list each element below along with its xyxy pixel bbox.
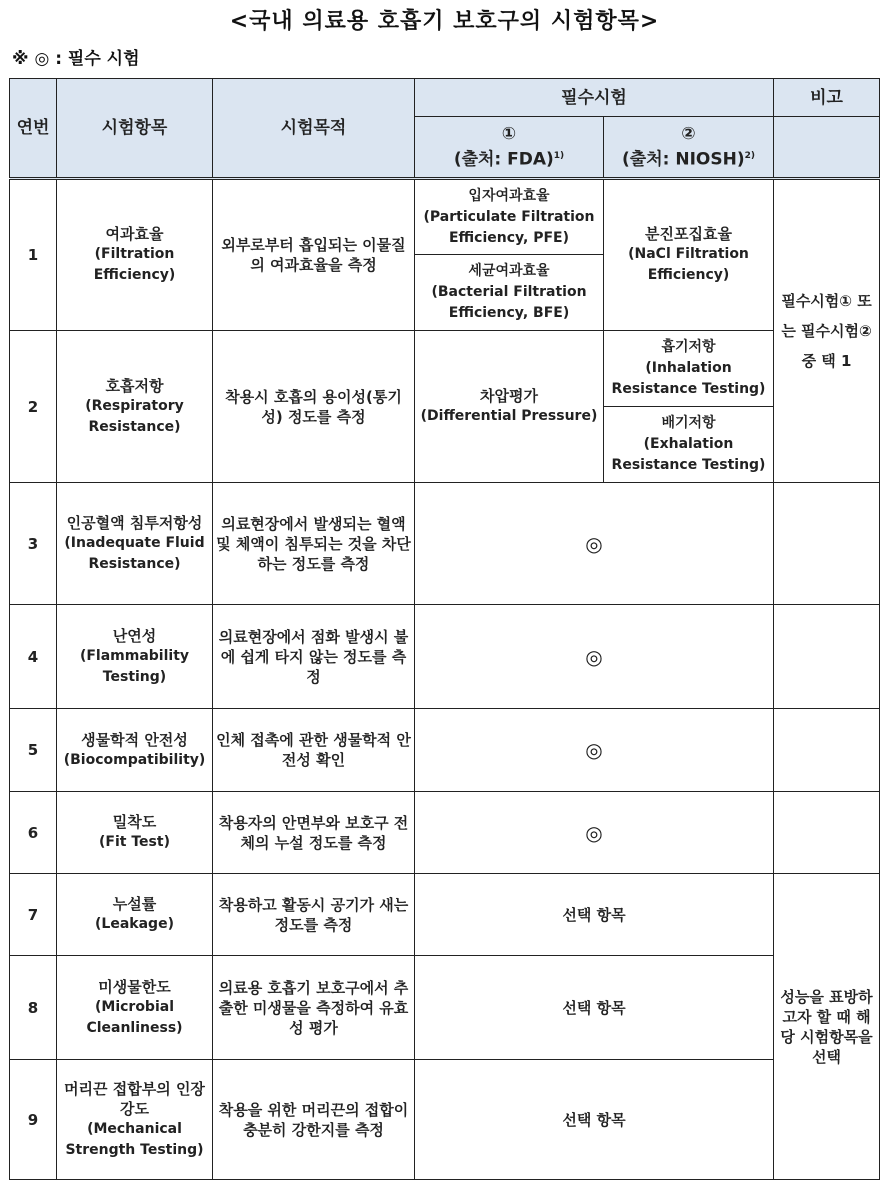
row2-fda: 차압평가 (Differential Pressure): [415, 331, 604, 483]
row7-purpose: 착용하고 활동시 공기가 새는 정도를 측정: [213, 874, 415, 956]
row9-item: 머리끈 접합부의 인장강도 (Mechanical Strength Testing): [57, 1060, 213, 1180]
row9-purpose: 착용을 위한 머리끈의 접합이 충분히 강한지를 측정: [213, 1060, 415, 1180]
row6-no: 6: [10, 792, 57, 874]
row2-niosh-exhalation: 배기저항 (Exhalation Resistance Testing): [604, 407, 774, 483]
row9-no: 9: [10, 1060, 57, 1180]
row5-no: 5: [10, 709, 57, 792]
header-purpose: 시험목적: [213, 79, 415, 179]
row4-required-mark: ◎: [415, 605, 774, 709]
row1-item: 여과효율 (Filtration Efficiency): [57, 179, 213, 331]
row2-item: 호흡저항 (Respiratory Resistance): [57, 331, 213, 483]
row3-required-mark: ◎: [415, 483, 774, 605]
header-required-niosh: ② (출처: NIOSH)$^{2)}$: [604, 117, 774, 179]
row6-item: 밀착도 (Fit Test): [57, 792, 213, 874]
row5-item: 생물학적 안전성 (Biocompatibility): [57, 709, 213, 792]
header-item: 시험항목: [57, 79, 213, 179]
row3-item: 인공혈액 침투저항성 (Inadequate Fluid Resistance): [57, 483, 213, 605]
row7-optional: 선택 항목: [415, 874, 774, 956]
row6-purpose: 착용자의 안면부와 보호구 전체의 누설 정도를 측정: [213, 792, 415, 874]
row9-optional: 선택 항목: [415, 1060, 774, 1180]
row1-purpose: 외부로부터 흡입되는 이물질의 여과효율을 측정: [213, 179, 415, 331]
legend-note: ※ ◎ : 필수 시험: [12, 49, 140, 69]
row1-no: 1: [10, 179, 57, 331]
row2-purpose: 착용시 호흡의 용이성(통기성) 정도를 측정: [213, 331, 415, 483]
row2-niosh-inhalation: 흡기저항 (Inhalation Resistance Testing): [604, 331, 774, 407]
document-title: <국내 의료용 호흡기 보호구의 시험항목>: [229, 9, 660, 34]
row7-no: 7: [10, 874, 57, 956]
row3-purpose: 의료현장에서 발생되는 혈액 및 체액이 침투되는 것을 차단하는 정도를 측정: [213, 483, 415, 605]
row2-no: 2: [10, 331, 57, 483]
row5-required-mark: ◎: [415, 709, 774, 792]
row1-fda-pfe: 입자여과효율 (Particulate Filtration Efficiency, PFE): [415, 179, 604, 255]
remark-bottom: 성능을 표방하고자 할 때 해당 시험항목을 선택: [774, 874, 880, 1180]
row8-no: 8: [10, 956, 57, 1060]
row6-remark: [774, 792, 880, 874]
row4-purpose: 의료현장에서 점화 발생시 불에 쉽게 타지 않는 정도를 측정: [213, 605, 415, 709]
row8-item: 미생물한도 (Microbial Cleanliness): [57, 956, 213, 1060]
header-required: 필수시험: [415, 79, 774, 117]
row8-optional: 선택 항목: [415, 956, 774, 1060]
row3-remark: [774, 483, 880, 605]
row3-no: 3: [10, 483, 57, 605]
row4-no: 4: [10, 605, 57, 709]
header-no: 연번: [10, 79, 57, 179]
header-required-fda: ① (출처: FDA)$^{1)}$: [415, 117, 604, 179]
row6-required-mark: ◎: [415, 792, 774, 874]
row8-purpose: 의료용 호흡기 보호구에서 추출한 미생물을 측정하여 유효성 평가: [213, 956, 415, 1060]
row5-remark: [774, 709, 880, 792]
test-items-table: [9, 78, 880, 1180]
row4-remark: [774, 605, 880, 709]
header-remark: 비고: [774, 79, 880, 117]
header-remark-blank: [774, 117, 880, 179]
row1-fda-bfe: 세균여과효율 (Bacterial Filtration Efficiency, BFE): [415, 255, 604, 331]
row1-niosh: 분진포집효율 (NaCl Filtration Efficiency): [604, 179, 774, 331]
remark-top: 필수시험① 또는 필수시험② 중 택 1: [774, 179, 880, 483]
row4-item: 난연성 (Flammability Testing): [57, 605, 213, 709]
row7-item: 누설률 (Leakage): [57, 874, 213, 956]
row5-purpose: 인체 접촉에 관한 생물학적 안전성 확인: [213, 709, 415, 792]
